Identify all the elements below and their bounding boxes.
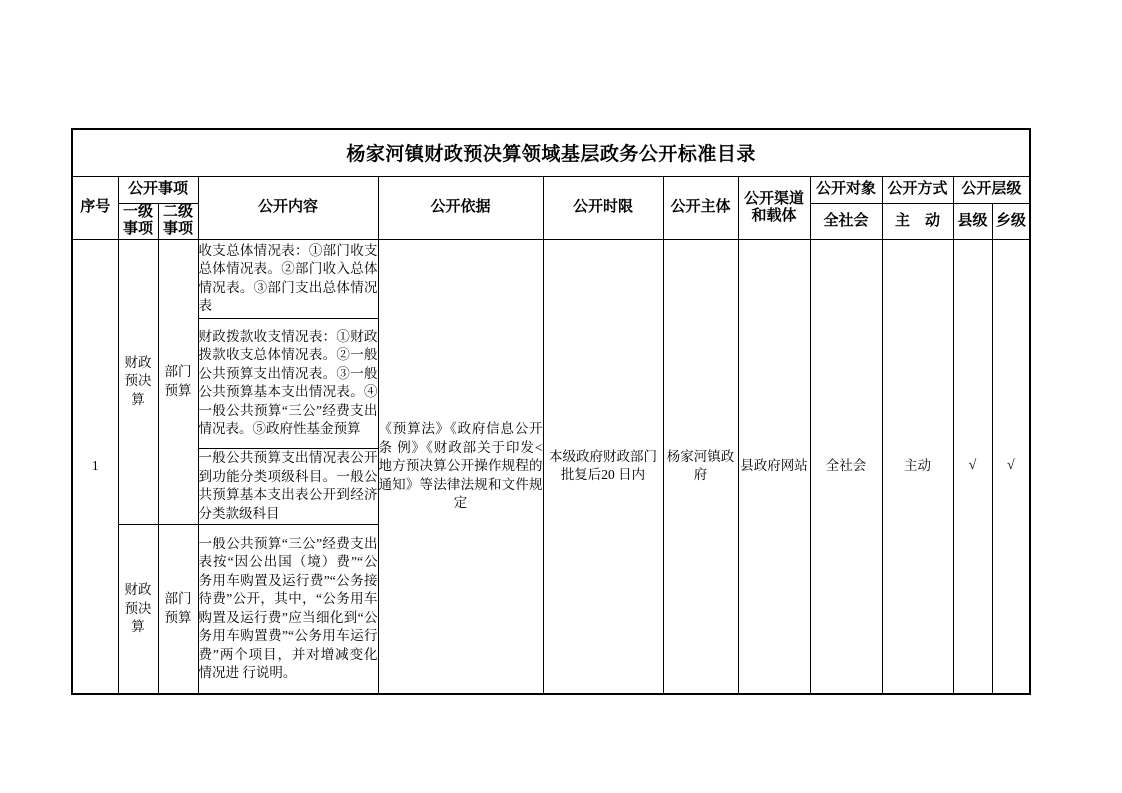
header-open-content: 公开内容 xyxy=(198,176,378,239)
header-open-item: 公开事项 xyxy=(118,176,198,203)
cell-open-time-limit: 本级政府财政部门批复后20 日内 xyxy=(543,239,663,694)
cell-level1-item-first: 财政预决算 xyxy=(118,239,158,524)
cell-open-content-3: 一般公共预算支出情况表公开到功能分类项级科目。一般公共预算基本支出表公开到经济分类款级科目 xyxy=(198,448,378,524)
cell-serial-number: 1 xyxy=(72,239,118,694)
cell-open-basis: 《预算法》《政府信息公开条 例》《财政部关于印发<地方预决算公开操作规程的通知》等法律法规和文件规定 xyxy=(378,239,543,694)
header-county-level: 县级 xyxy=(953,203,992,239)
header-open-method: 公开方式 xyxy=(882,176,953,203)
cell-open-content-1: 收支总体情况表：①部门收支总体情况表。②部门收入总体情况表。③部门支出总体情况表 xyxy=(198,239,378,318)
header-open-subject: 公开主体 xyxy=(663,176,738,239)
header-level2-item: 二级事项 xyxy=(158,203,198,239)
cell-level1-item-second: 财政预决算 xyxy=(118,524,158,694)
cell-method: 主动 xyxy=(882,239,953,694)
table-title: 杨家河镇财政预决算领域基层政务公开标准目录 xyxy=(72,129,1030,176)
cell-township-checkmark: √ xyxy=(992,239,1030,694)
cell-open-subject: 杨家河镇政府 xyxy=(663,239,738,694)
cell-level2-item-second: 部门预算 xyxy=(158,524,198,694)
cell-level2-item-first: 部门预算 xyxy=(158,239,198,524)
header-open-channel: 公开渠道和载体 xyxy=(738,176,810,239)
cell-county-checkmark: √ xyxy=(953,239,992,694)
header-open-level: 公开层级 xyxy=(953,176,1030,203)
header-township-level: 乡级 xyxy=(992,203,1030,239)
cell-audience: 全社会 xyxy=(810,239,882,694)
header-level1-item: 一级事项 xyxy=(118,203,158,239)
cell-open-content-4: 一般公共预算“三公”经费支出表按“因公出国（境）费”“公务用车购置及运行费”“公务接待费”公开，其中，“公务用车购置及运行费”应当细化到“公务用车购置费”“公务用车运行费”两个项目，并对增减变化情况进 行说明。 xyxy=(198,524,378,694)
cell-open-channel: 县政府网站 xyxy=(738,239,810,694)
header-serial-number: 序号 xyxy=(72,176,118,239)
header-open-basis: 公开依据 xyxy=(378,176,543,239)
open-standard-directory-table xyxy=(71,128,1031,695)
header-method-active: 主 动 xyxy=(882,203,953,239)
header-open-time-limit: 公开时限 xyxy=(543,176,663,239)
header-audience-all-society: 全社会 xyxy=(810,203,882,239)
cell-open-content-2: 财政拨款收支情况表：①财政拨款收支总体情况表。②一般公共预算支出情况表。③一般公共预算基本支出情况表。④一般公共预算“三公”经费支出情况表。⑤政府性基金预算 xyxy=(198,318,378,448)
header-open-audience: 公开对象 xyxy=(810,176,882,203)
